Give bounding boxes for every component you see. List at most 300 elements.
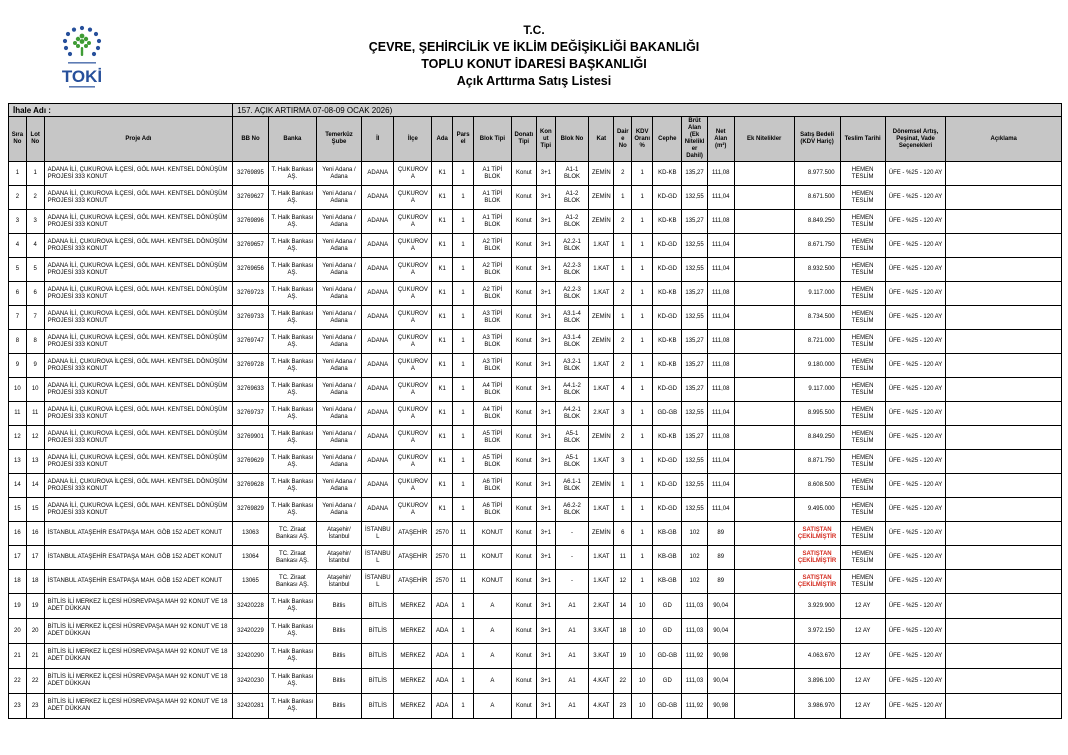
table-cell: 17 (9, 546, 27, 570)
table-cell: 19 (26, 594, 44, 619)
table-cell: 102 (682, 546, 707, 570)
column-header-7: İlçe (394, 117, 432, 162)
table-cell: Yeni Adana / Adana (316, 258, 361, 282)
table-cell: ADANA İLİ, ÇUKUROVA İLÇESİ, GÖL MAH. KENTSEL DÖNÜŞÜM PROJESİ 333 KONUT (44, 426, 233, 450)
table-cell: T. Halk Bankası AŞ. (268, 354, 316, 378)
table-cell: ADANA (362, 498, 394, 522)
table-cell: 1 (453, 669, 474, 694)
table-cell: ADANA İLİ, ÇUKUROVA İLÇESİ, GÖL MAH. KENTSEL DÖNÜŞÜM PROJESİ 333 KONUT (44, 330, 233, 354)
table-cell: 111,08 (707, 330, 734, 354)
table-cell: 1 (453, 402, 474, 426)
table-cell: 1 (614, 306, 632, 330)
table-cell: Konut (511, 450, 536, 474)
table-cell: KD-GD (653, 450, 682, 474)
table-cell: 32769633 (233, 378, 269, 402)
table-cell: 3+1 (536, 669, 555, 694)
table-cell: Konut (511, 234, 536, 258)
table-cell: 90,04 (707, 619, 734, 644)
title-block (0, 22, 1068, 90)
table-cell: 32769728 (233, 354, 269, 378)
table-cell (946, 282, 1062, 306)
table-row (9, 210, 1062, 234)
table-cell: 16 (9, 522, 27, 546)
table-cell: 18 (9, 570, 27, 594)
table-cell: İSTANBUL ATAŞEHİR ESATPAŞA MAH. GÖB 152 ADET KONUT (44, 546, 233, 570)
table-cell: 1 (9, 162, 27, 186)
table-cell: 8.608.500 (794, 474, 840, 498)
table-cell: 3 (614, 402, 632, 426)
table-cell: 1.KAT (589, 450, 614, 474)
table-cell: Ataşehir/İstanbul (316, 522, 361, 546)
table-cell: 32769901 (233, 426, 269, 450)
table-cell: A6.1-1 BLOK (555, 474, 589, 498)
table-cell: Yeni Adana / Adana (316, 282, 361, 306)
table-cell: 8.671.750 (794, 234, 840, 258)
table-cell: ADANA İLİ, ÇUKUROVA İLÇESİ, GÖL MAH. KENTSEL DÖNÜŞÜM PROJESİ 333 KONUT (44, 378, 233, 402)
table-cell: ÜFE - %25 - 120 AY (885, 644, 946, 669)
table-cell: ADANA İLİ, ÇUKUROVA İLÇESİ, GÖL MAH. KENTSEL DÖNÜŞÜM PROJESİ 333 KONUT (44, 282, 233, 306)
table-cell (946, 619, 1062, 644)
table-cell: ZEMİN (589, 426, 614, 450)
table-cell: 22 (614, 669, 632, 694)
table-cell: 3+1 (536, 644, 555, 669)
table-cell: ADANA İLİ, ÇUKUROVA İLÇESİ, GÖL MAH. KENTSEL DÖNÜŞÜM PROJESİ 333 KONUT (44, 306, 233, 330)
table-cell: 111,08 (707, 162, 734, 186)
ihale-label: İhale Adı : (9, 104, 233, 117)
table-cell: A (474, 644, 512, 669)
table-cell: MERKEZ (394, 619, 432, 644)
table-cell: KONUT (474, 522, 512, 546)
table-cell: 1 (453, 498, 474, 522)
table-cell (946, 450, 1062, 474)
table-cell: ADANA İLİ, ÇUKUROVA İLÇESİ, GÖL MAH. KENTSEL DÖNÜŞÜM PROJESİ 333 KONUT (44, 474, 233, 498)
table-cell: ÇUKUROVA (394, 426, 432, 450)
table-cell: A1 TİPİ BLOK (474, 210, 512, 234)
table-cell: 132,55 (682, 474, 707, 498)
table-cell: 3+1 (536, 498, 555, 522)
table-cell: 111,08 (707, 378, 734, 402)
table-cell: 9.117.000 (794, 378, 840, 402)
table-cell: T. Halk Bankası AŞ. (268, 330, 316, 354)
table-cell: ADA (432, 694, 453, 719)
table-cell: 1 (453, 234, 474, 258)
table-cell: 2570 (432, 546, 453, 570)
table-cell: K1 (432, 474, 453, 498)
table-cell: 21 (9, 644, 27, 669)
table-cell: Konut (511, 694, 536, 719)
table-cell: 135,27 (682, 330, 707, 354)
column-header-3: BB No (233, 117, 269, 162)
table-cell: 90,04 (707, 594, 734, 619)
table-cell: KB-GB (653, 570, 682, 594)
table-cell: 1 (632, 378, 653, 402)
table-cell: 15 (26, 498, 44, 522)
table-cell: 2 (614, 354, 632, 378)
table-cell: K1 (432, 234, 453, 258)
table-cell: 22 (26, 669, 44, 694)
column-header-24: Açıklama (946, 117, 1062, 162)
table-cell: 12 (614, 570, 632, 594)
table-cell: 1 (453, 258, 474, 282)
table-cell: 135,27 (682, 354, 707, 378)
table-cell: KD-KB (653, 354, 682, 378)
table-cell: 3+1 (536, 522, 555, 546)
table-cell: - (555, 522, 589, 546)
table-cell (734, 162, 794, 186)
table-cell: Konut (511, 426, 536, 450)
table-cell: 2 (9, 186, 27, 210)
table-cell: 3+1 (536, 474, 555, 498)
table-cell (946, 402, 1062, 426)
table-cell (946, 258, 1062, 282)
table-cell (734, 694, 794, 719)
column-header-2: Proje Adı (44, 117, 233, 162)
table-cell: ÇUKUROVA (394, 258, 432, 282)
table-cell: KD-KB (653, 426, 682, 450)
table-cell: A1 TİPİ BLOK (474, 162, 512, 186)
table-cell: 22 (9, 669, 27, 694)
table-cell: ADANA İLİ, ÇUKUROVA İLÇESİ, GÖL MAH. KENTSEL DÖNÜŞÜM PROJESİ 333 KONUT (44, 186, 233, 210)
table-cell: Konut (511, 378, 536, 402)
table-cell: T. Halk Bankası AŞ. (268, 594, 316, 619)
table-cell: 4.KAT (589, 694, 614, 719)
table-cell: Konut (511, 522, 536, 546)
table-cell: 18 (614, 619, 632, 644)
table-cell: Konut (511, 619, 536, 644)
table-cell: 32769733 (233, 306, 269, 330)
table-cell: 1 (632, 522, 653, 546)
table-cell: ZEMİN (589, 210, 614, 234)
table-cell: 1 (453, 306, 474, 330)
table-cell: K1 (432, 282, 453, 306)
table-cell: ADANA (362, 450, 394, 474)
table-cell: ÜFE - %25 - 120 AY (885, 258, 946, 282)
table-cell: ADANA (362, 282, 394, 306)
table-cell: 111,04 (707, 186, 734, 210)
table-cell: HEMEN TESLİM (840, 498, 885, 522)
table-cell: 1 (632, 306, 653, 330)
table-cell: - (555, 570, 589, 594)
ihale-value: 157. AÇIK ARTIRMA 07-08-09 OCAK 2026) (233, 104, 1062, 117)
table-cell: 3.972.150 (794, 619, 840, 644)
table-cell: Yeni Adana / Adana (316, 210, 361, 234)
table-cell: 32420228 (233, 594, 269, 619)
table-cell: 12 (26, 426, 44, 450)
table-cell: ÇUKUROVA (394, 306, 432, 330)
table-cell: 16 (26, 522, 44, 546)
table-cell: 1 (632, 186, 653, 210)
table-cell: 8 (26, 330, 44, 354)
table-cell: 7 (26, 306, 44, 330)
table-cell: 11 (26, 402, 44, 426)
table-cell: 111,04 (707, 498, 734, 522)
table-cell: 19 (614, 644, 632, 669)
table-cell: 32769723 (233, 282, 269, 306)
table-cell: A (474, 619, 512, 644)
table-cell: KD-GD (653, 498, 682, 522)
table-cell: Konut (511, 162, 536, 186)
table-cell: A5 TİPİ BLOK (474, 450, 512, 474)
table-cell: ADANA İLİ, ÇUKUROVA İLÇESİ, GÖL MAH. KENTSEL DÖNÜŞÜM PROJESİ 333 KONUT (44, 210, 233, 234)
table-cell: 32769627 (233, 186, 269, 210)
table-cell (946, 330, 1062, 354)
table-cell: 18 (26, 570, 44, 594)
table-cell: Konut (511, 474, 536, 498)
column-header-10: Blok Tipi (474, 117, 512, 162)
table-cell: 3+1 (536, 619, 555, 644)
table-cell: 32769737 (233, 402, 269, 426)
table-cell: A (474, 694, 512, 719)
table-cell: T. Halk Bankası AŞ. (268, 644, 316, 669)
column-header-13: Blok No (555, 117, 589, 162)
table-cell: K1 (432, 354, 453, 378)
table-cell: ATAŞEHİR (394, 546, 432, 570)
table-cell: 111,92 (682, 644, 707, 669)
table-cell: T. Halk Bankası AŞ. (268, 186, 316, 210)
table-cell: ADANA İLİ, ÇUKUROVA İLÇESİ, GÖL MAH. KENTSEL DÖNÜŞÜM PROJESİ 333 KONUT (44, 354, 233, 378)
table-cell: A5-1 BLOK (555, 450, 589, 474)
table-cell: ÜFE - %25 - 120 AY (885, 498, 946, 522)
table-cell: 132,55 (682, 402, 707, 426)
table-cell: A2.2-1 BLOK (555, 234, 589, 258)
table-cell: ZEMİN (589, 474, 614, 498)
table-cell: 10 (26, 378, 44, 402)
table-cell: 135,27 (682, 378, 707, 402)
table-cell: BİTLİS İLİ MERKEZ İLÇESİ HÜSREVPAŞA MAH 92 KONUT VE 18 ADET DÜKKAN (44, 594, 233, 619)
table-cell: A4 TİPİ BLOK (474, 402, 512, 426)
table-cell: 3+1 (536, 330, 555, 354)
table-row (9, 474, 1062, 498)
table-cell: 3.929.900 (794, 594, 840, 619)
table-cell: 14 (9, 474, 27, 498)
table-cell (946, 210, 1062, 234)
table-cell: 1 (632, 354, 653, 378)
table-cell: BİTLİS İLİ MERKEZ İLÇESİ HÜSREVPAŞA MAH 92 KONUT VE 18 ADET DÜKKAN (44, 669, 233, 694)
table-cell: 23 (614, 694, 632, 719)
table-cell: 1 (453, 378, 474, 402)
table-cell: 1 (26, 162, 44, 186)
table-cell (946, 570, 1062, 594)
table-cell: ADANA (362, 210, 394, 234)
title-administration: TOPLU KONUT İDARESİ BAŞKANLIĞI (421, 57, 647, 71)
table-cell: T. Halk Bankası AŞ. (268, 282, 316, 306)
table-cell: 4 (9, 234, 27, 258)
table-cell: 13065 (233, 570, 269, 594)
table-cell: ÜFE - %25 - 120 AY (885, 594, 946, 619)
table-cell: 6 (9, 282, 27, 306)
sales-table (8, 103, 1062, 719)
table-cell: 11 (9, 402, 27, 426)
table-cell: Konut (511, 210, 536, 234)
table-cell: 10 (632, 644, 653, 669)
table-cell (946, 498, 1062, 522)
column-header-19: Net Alan (m²) (707, 117, 734, 162)
table-cell: A6.2-2 BLOK (555, 498, 589, 522)
table-cell: 135,27 (682, 282, 707, 306)
table-cell: A3 TİPİ BLOK (474, 306, 512, 330)
table-cell (734, 186, 794, 210)
table-cell: 2 (614, 282, 632, 306)
table-cell: ADANA (362, 186, 394, 210)
table-cell: TC. Ziraat Bankası AŞ. (268, 570, 316, 594)
table-cell: KD-KB (653, 210, 682, 234)
column-header-row (9, 117, 1062, 162)
table-cell: ADA (432, 594, 453, 619)
table-cell: 4 (26, 234, 44, 258)
table-cell: 8.721.000 (794, 330, 840, 354)
table-cell: 1.KAT (589, 378, 614, 402)
table-cell: 132,55 (682, 186, 707, 210)
table-cell: 3+1 (536, 594, 555, 619)
table-cell: 1 (632, 162, 653, 186)
table-cell: 111,04 (707, 450, 734, 474)
table-cell: 4 (614, 378, 632, 402)
table-cell: K1 (432, 186, 453, 210)
table-cell: 13 (26, 450, 44, 474)
table-cell: HEMEN TESLİM (840, 330, 885, 354)
table-cell (946, 644, 1062, 669)
table-cell: ÇUKUROVA (394, 186, 432, 210)
table-cell: ADA (432, 644, 453, 669)
table-cell: Konut (511, 354, 536, 378)
table-cell: ADANA (362, 402, 394, 426)
sales-table-container (8, 103, 1062, 719)
column-header-1: Lot No (26, 117, 44, 162)
table-cell: 89 (707, 570, 734, 594)
table-cell (734, 474, 794, 498)
table-cell: 4.063.670 (794, 644, 840, 669)
table-cell: A5 TİPİ BLOK (474, 426, 512, 450)
table-cell: KONUT (474, 570, 512, 594)
table-cell: 15 (9, 498, 27, 522)
table-cell: HEMEN TESLİM (840, 258, 885, 282)
table-cell: 10 (632, 694, 653, 719)
table-cell: 1 (453, 450, 474, 474)
table-cell: A1 (555, 669, 589, 694)
table-cell: 3.896.100 (794, 669, 840, 694)
table-row (9, 546, 1062, 570)
table-cell: A2.2-3 BLOK (555, 258, 589, 282)
table-cell: KB-GB (653, 546, 682, 570)
table-cell: ATAŞEHİR (394, 522, 432, 546)
table-cell: 1 (453, 694, 474, 719)
table-cell: 20 (26, 619, 44, 644)
column-header-15: Daire No (614, 117, 632, 162)
table-cell: KD-GD (653, 186, 682, 210)
table-cell: ZEMİN (589, 306, 614, 330)
table-cell: 32420290 (233, 644, 269, 669)
table-cell: ÜFE - %25 - 120 AY (885, 378, 946, 402)
table-cell: K1 (432, 258, 453, 282)
table-cell: ATAŞEHİR (394, 570, 432, 594)
table-cell: 3+1 (536, 234, 555, 258)
table-cell: 12 AY (840, 669, 885, 694)
table-cell: 90,98 (707, 694, 734, 719)
table-cell: K1 (432, 306, 453, 330)
table-cell: 11 (614, 546, 632, 570)
table-cell: 13 (9, 450, 27, 474)
table-cell: TC. Ziraat Bankası AŞ. (268, 546, 316, 570)
table-cell: 111,03 (682, 619, 707, 644)
withdrawn-badge: SATIŞTAN ÇEKİLMİŞTİR (797, 550, 837, 564)
table-cell: 8.671.500 (794, 186, 840, 210)
table-cell (734, 282, 794, 306)
table-cell: ÜFE - %25 - 120 AY (885, 282, 946, 306)
table-cell: 13064 (233, 546, 269, 570)
table-cell: 3 (614, 450, 632, 474)
column-header-23: Dönemsel Artış, Peşinat, Vade Seçenekleri (885, 117, 946, 162)
table-cell (734, 570, 794, 594)
table-cell: 1 (632, 450, 653, 474)
table-cell (734, 644, 794, 669)
document-header (0, 18, 1068, 98)
column-header-12: Konut Tipi (536, 117, 555, 162)
table-cell: KONUT (474, 546, 512, 570)
table-cell: A4 TİPİ BLOK (474, 378, 512, 402)
table-cell: 17 (26, 546, 44, 570)
table-cell: 1.KAT (589, 546, 614, 570)
table-cell: İSTANBUL ATAŞEHİR ESATPAŞA MAH. GÖB 152 ADET KONUT (44, 570, 233, 594)
table-cell: ADANA (362, 474, 394, 498)
table-cell: T. Halk Bankası AŞ. (268, 450, 316, 474)
table-cell: MERKEZ (394, 644, 432, 669)
table-cell: T. Halk Bankası AŞ. (268, 474, 316, 498)
table-cell: T. Halk Bankası AŞ. (268, 234, 316, 258)
table-cell: ZEMİN (589, 186, 614, 210)
table-cell: 8 (9, 330, 27, 354)
table-row (9, 330, 1062, 354)
table-cell: 3.KAT (589, 619, 614, 644)
table-cell: 32769657 (233, 234, 269, 258)
table-cell: 90,98 (707, 644, 734, 669)
table-cell: 32769896 (233, 210, 269, 234)
table-cell: Konut (511, 594, 536, 619)
table-cell: 111,92 (682, 694, 707, 719)
table-row (9, 186, 1062, 210)
table-cell: K1 (432, 330, 453, 354)
column-header-21: Satış Bedeli (KDV Hariç) (794, 117, 840, 162)
table-cell: ADANA İLİ, ÇUKUROVA İLÇESİ, GÖL MAH. KENTSEL DÖNÜŞÜM PROJESİ 333 KONUT (44, 402, 233, 426)
table-cell: 1 (632, 234, 653, 258)
table-cell: 11 (453, 522, 474, 546)
table-cell: T. Halk Bankası AŞ. (268, 402, 316, 426)
table-cell: HEMEN TESLİM (840, 402, 885, 426)
table-row (9, 306, 1062, 330)
table-cell: A3 TİPİ BLOK (474, 354, 512, 378)
table-cell: Yeni Adana / Adana (316, 498, 361, 522)
table-cell: 111,08 (707, 210, 734, 234)
table-cell: 9.180.000 (794, 354, 840, 378)
table-cell: A3.1-4 BLOK (555, 306, 589, 330)
table-cell: 13063 (233, 522, 269, 546)
table-cell: MERKEZ (394, 594, 432, 619)
table-row (9, 694, 1062, 719)
table-cell: 1 (453, 354, 474, 378)
table-cell: Konut (511, 258, 536, 282)
table-cell: 3+1 (536, 402, 555, 426)
table-cell: İSTANBUL (362, 522, 394, 546)
table-cell: GD-GB (653, 694, 682, 719)
table-cell: 1 (453, 282, 474, 306)
table-cell (946, 594, 1062, 619)
title-list-name: Açık Arttırma Satış Listesi (456, 74, 612, 88)
table-cell: 32420230 (233, 669, 269, 694)
table-cell: 8.977.500 (794, 162, 840, 186)
table-cell: 3+1 (536, 306, 555, 330)
table-cell: K1 (432, 402, 453, 426)
table-cell: A1 (555, 644, 589, 669)
table-row (9, 498, 1062, 522)
